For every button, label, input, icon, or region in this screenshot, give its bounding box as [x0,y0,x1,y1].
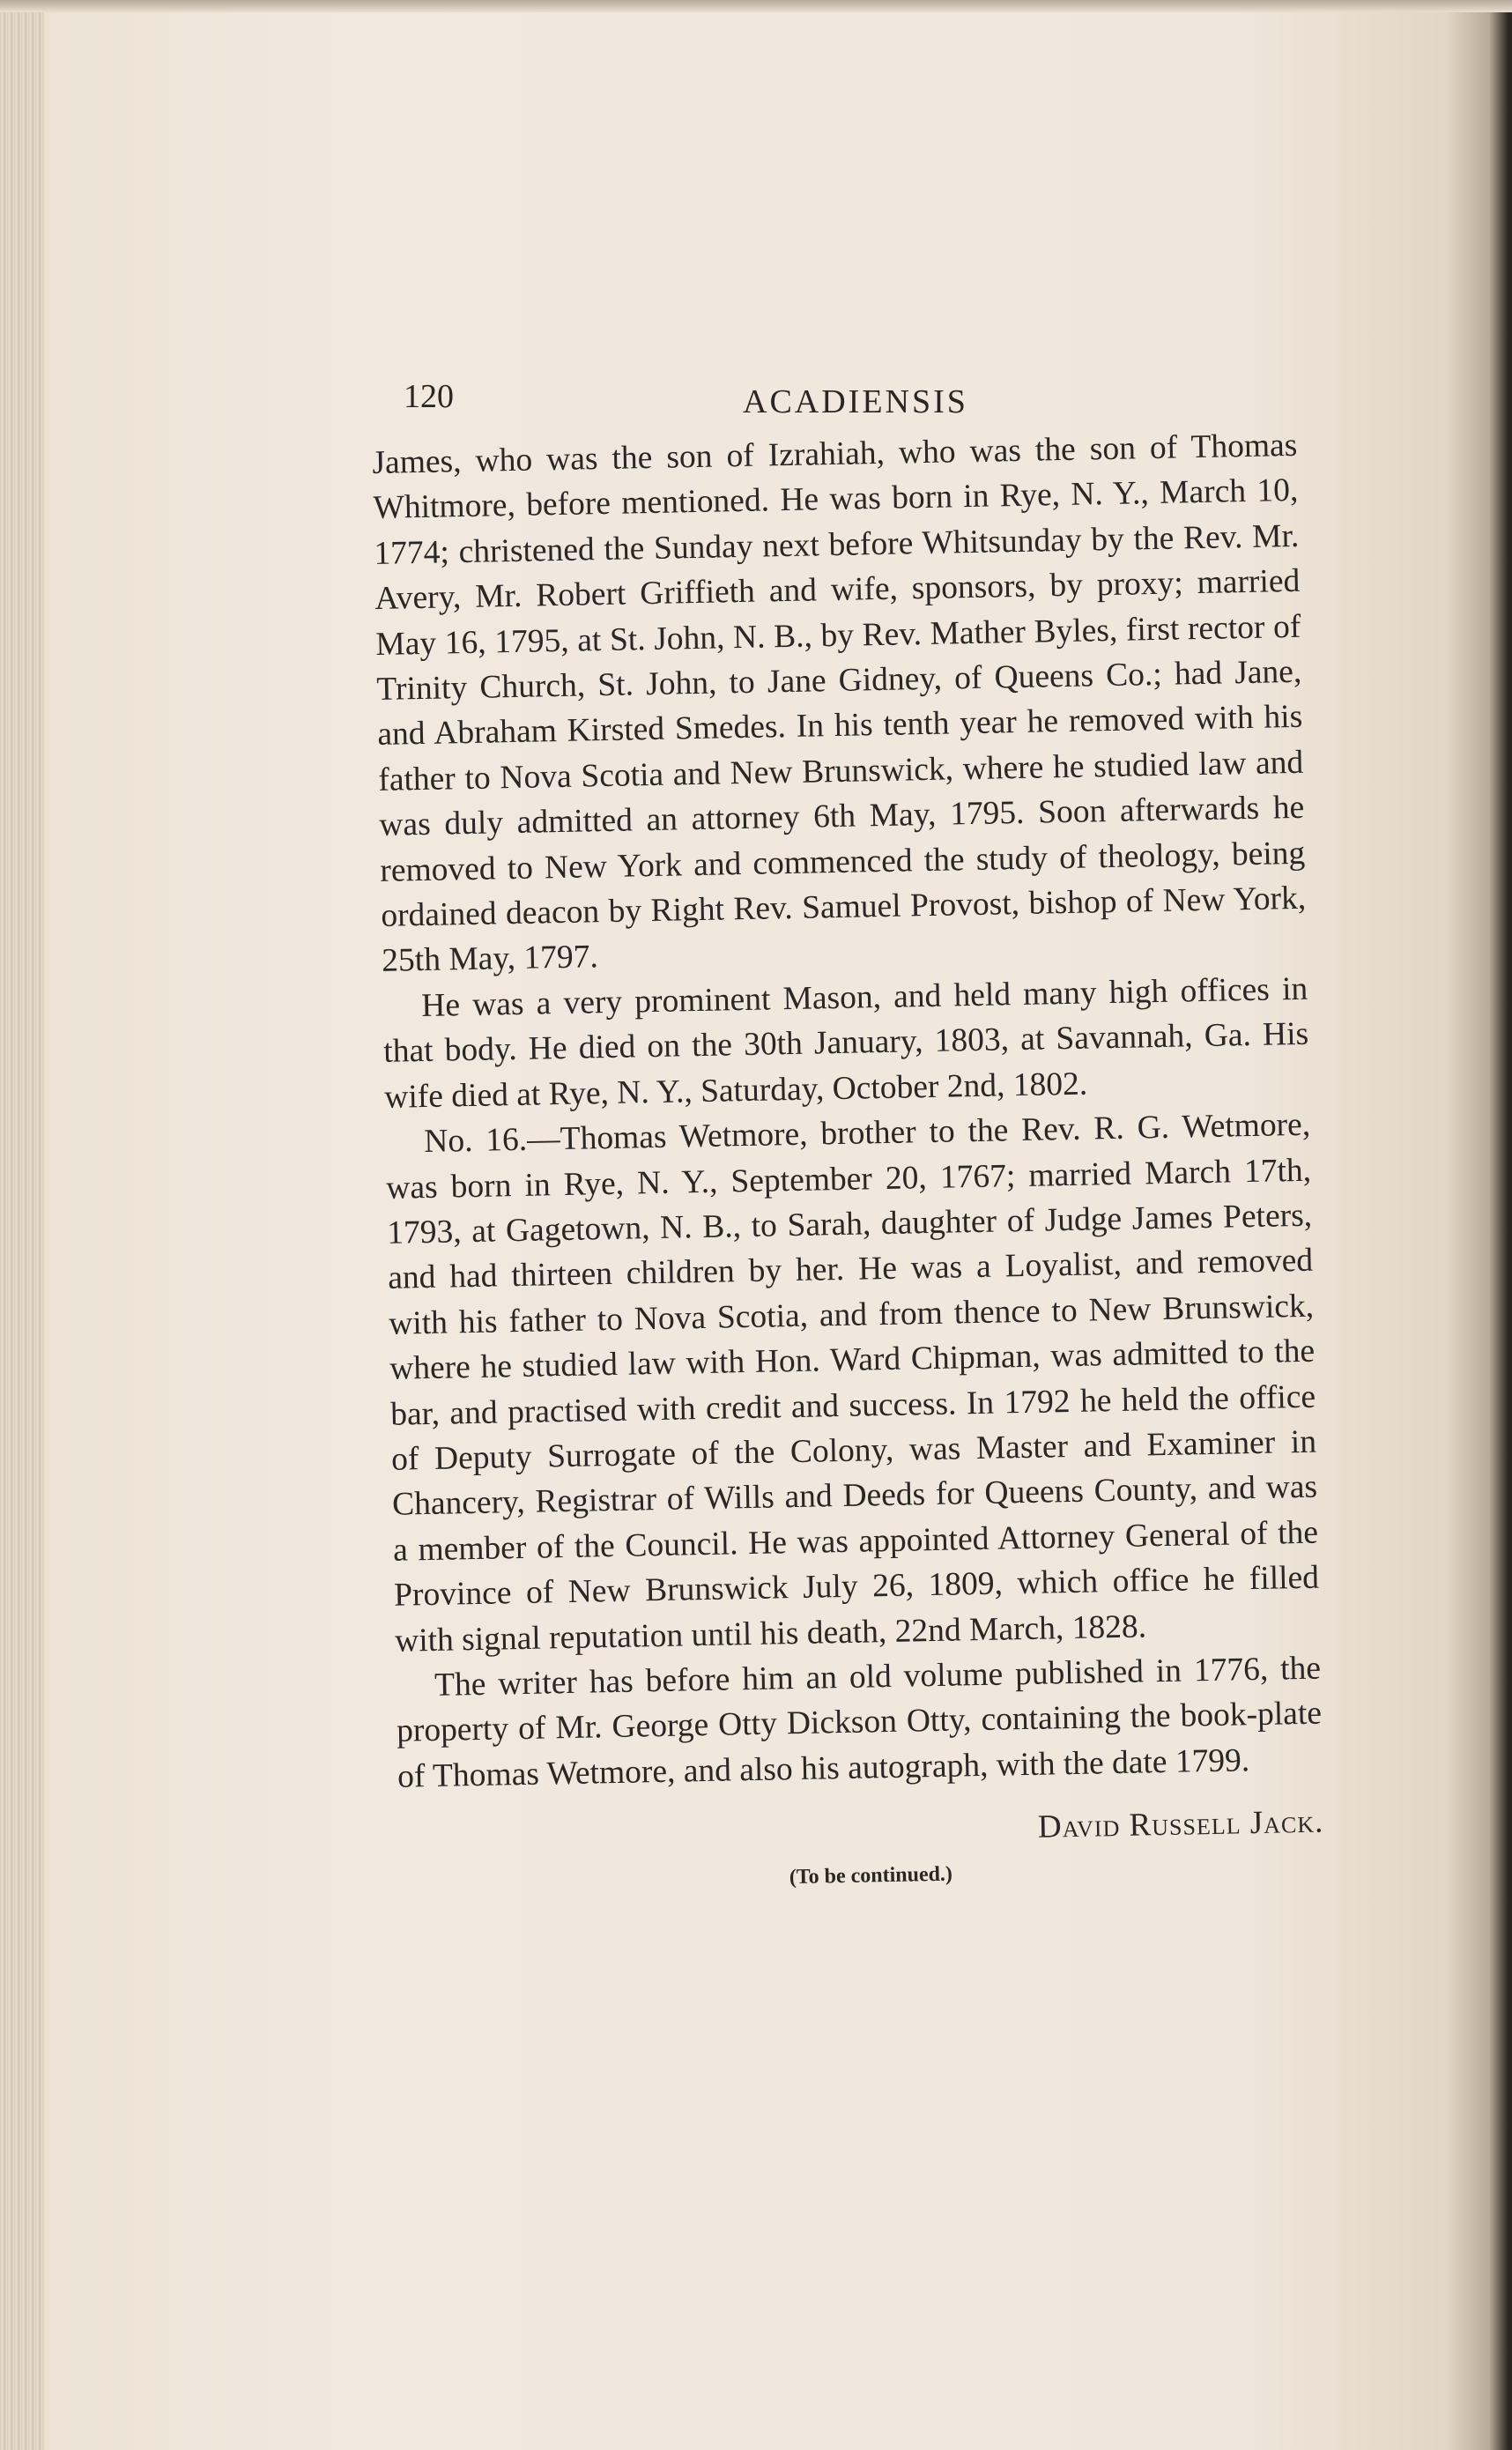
journal-title: ACADIENSIS [743,383,968,420]
running-head [404,377,1293,430]
paragraph-2: He was a very prominent Mason, and held many high offices in that body. He died on the 30th January, 1803, at Savannah, Ga. His wife died at Rye, N. Y., Saturday, October 2nd, 1802. [382,970,1309,1116]
paragraph-1: James, who was the son of Izrahiah, who was the son of Thomas Whitmore, before mentioned. He was born in Rye, N. Y., March 10, 1774; christened the Sunday next before Whitsunday by the Rev. Mr. Avery, Mr. Robert Griffieth and wife, sponsors, by proxy; married May 16, 1795, at St. John, N. B., by Rev. Mather Byles, first rector of Trinity Church, St. John, to Jane Gidney, of Queens Co.; had Jane, and Abraham Kirsted Smedes. In his tenth year he removed with his father to Nova Scotia and New Brunswick, where he studied law and was duly admitted an attorney 6th May, 1795. Soon afterwards he removed to New York and commenced the study of theology, being ordained deacon by Right Rev. Samuel Provost, bishop of New York, 25th May, 1797. [372,427,1307,980]
article-body [372,423,1325,1908]
page-number: 120 [404,378,454,415]
paragraph-4: The writer has before him an old volume published in 1776, the property of Mr. George Otty Dickson Otty, containing the book-plate of Thomas Wetmore, and also his autograph, with the date 1799. [396,1650,1323,1795]
author-signature: David Russell Jack. [1037,1803,1324,1845]
continued-note: (To be continued.) [789,1862,953,1889]
paragraph-3: No. 16.—Thomas Wetmore, brother to the Rev. R. G. Wetmore, was born in Rye, N. Y., September 20, 1767; married March 17th, 1793, at Gagetown, N. B., to Sarah, daughter of Judge James Peters, and had thirteen children by her. He was a Loyalist, and removed with his father to Nova Scotia, and from thence to New Brunswick, where he studied law with Hon. Ward Chipman, was admitted to the bar, and practised with credit and success. In 1792 he held the office of Deputy Surrogate of the Colony, was Master and Examiner in Chancery, Registrar of Wills and Deeds for Queens County, and was a member of the Council. He was appointed Attorney General of the Province of New Brunswick July 26, 1809, which office he filled with signal reputation until his death, 22nd March, 1828. [385,1106,1320,1659]
page-top-edge [0,0,1512,12]
page-stack-edge [0,0,44,2450]
